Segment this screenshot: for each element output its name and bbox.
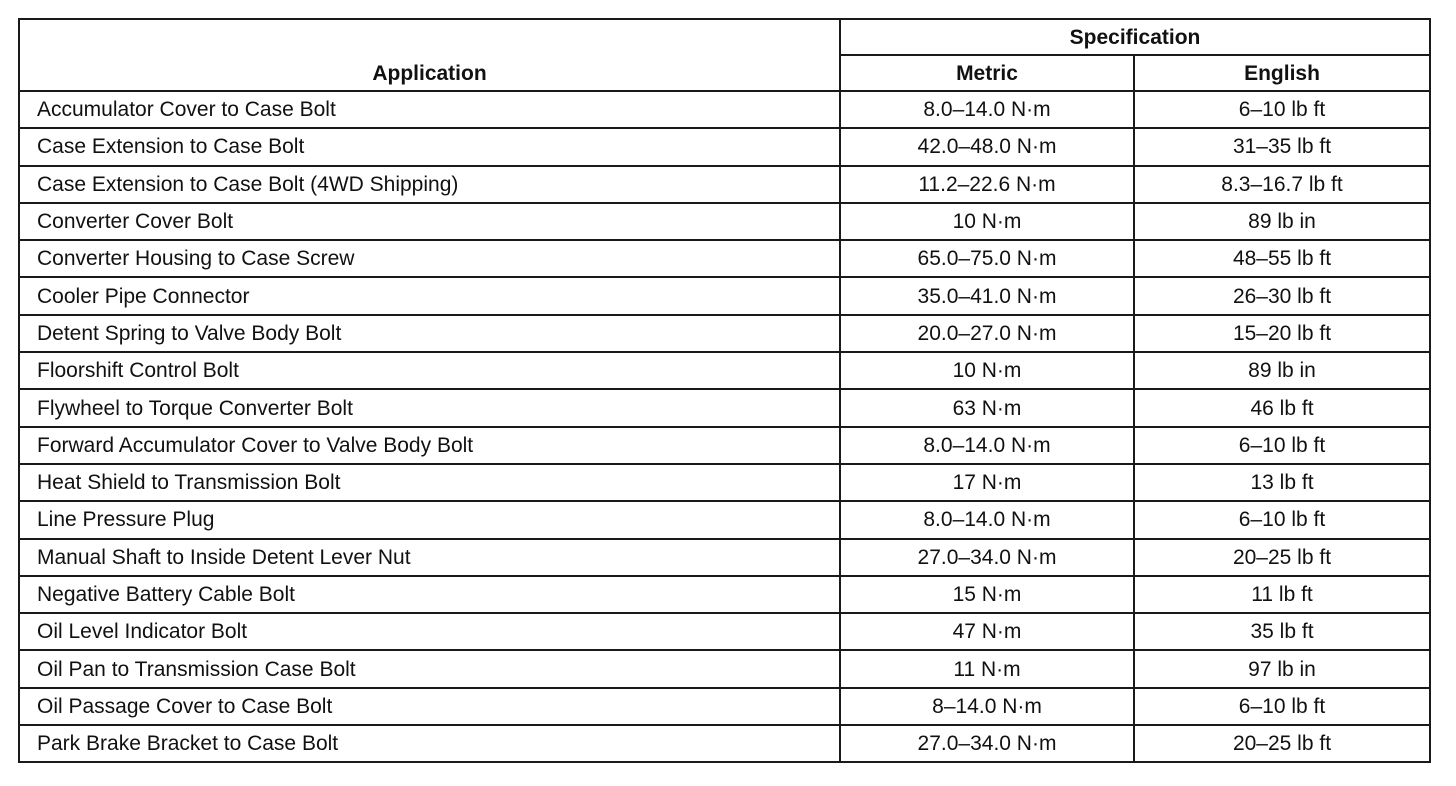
english-value-cell: 6–10 lb ft [1134,427,1430,464]
application-cell: Negative Battery Cable Bolt [19,576,840,613]
application-cell: Accumulator Cover to Case Bolt [19,91,840,128]
application-cell: Case Extension to Case Bolt [19,128,840,165]
table-row [19,166,1430,203]
table-row [19,277,1430,314]
english-value-cell: 15–20 lb ft [1134,315,1430,352]
table-row [19,240,1430,277]
application-column-header: Application [19,19,840,91]
english-value-cell: 6–10 lb ft [1134,501,1430,538]
table-row [19,613,1430,650]
application-cell: Park Brake Bracket to Case Bolt [19,725,840,762]
table-row [19,576,1430,613]
metric-value-cell: 11 N·m [840,650,1134,687]
application-cell: Oil Level Indicator Bolt [19,613,840,650]
specification-column-header: Specification [840,19,1430,55]
application-cell: Detent Spring to Valve Body Bolt [19,315,840,352]
english-value-cell: 97 lb in [1134,650,1430,687]
metric-value-cell: 17 N·m [840,464,1134,501]
metric-value-cell: 42.0–48.0 N·m [840,128,1134,165]
english-value-cell: 89 lb in [1134,352,1430,389]
application-cell: Forward Accumulator Cover to Valve Body Bolt [19,427,840,464]
metric-value-cell: 8–14.0 N·m [840,688,1134,725]
table-row [19,91,1430,128]
english-value-cell: 46 lb ft [1134,389,1430,426]
english-value-cell: 6–10 lb ft [1134,688,1430,725]
table-row [19,389,1430,426]
application-cell: Floorshift Control Bolt [19,352,840,389]
application-cell: Case Extension to Case Bolt (4WD Shipping) [19,166,840,203]
table-row [19,464,1430,501]
english-value-cell: 11 lb ft [1134,576,1430,613]
metric-value-cell: 20.0–27.0 N·m [840,315,1134,352]
metric-value-cell: 8.0–14.0 N·m [840,501,1134,538]
metric-column-header: Metric [840,55,1134,91]
table-row [19,650,1430,687]
table-row [19,315,1430,352]
application-cell: Oil Passage Cover to Case Bolt [19,688,840,725]
torque-specification-table [18,18,1431,763]
english-column-header: English [1134,55,1430,91]
metric-value-cell: 47 N·m [840,613,1134,650]
metric-value-cell: 65.0–75.0 N·m [840,240,1134,277]
english-value-cell: 20–25 lb ft [1134,725,1430,762]
application-cell: Manual Shaft to Inside Detent Lever Nut [19,539,840,576]
table-row [19,539,1430,576]
metric-value-cell: 27.0–34.0 N·m [840,539,1134,576]
english-value-cell: 31–35 lb ft [1134,128,1430,165]
metric-value-cell: 63 N·m [840,389,1134,426]
table-row [19,203,1430,240]
application-cell: Converter Cover Bolt [19,203,840,240]
metric-value-cell: 27.0–34.0 N·m [840,725,1134,762]
english-value-cell: 6–10 lb ft [1134,91,1430,128]
table-body [19,91,1430,762]
metric-value-cell: 15 N·m [840,576,1134,613]
metric-value-cell: 11.2–22.6 N·m [840,166,1134,203]
application-cell: Flywheel to Torque Converter Bolt [19,389,840,426]
application-cell: Line Pressure Plug [19,501,840,538]
application-cell: Heat Shield to Transmission Bolt [19,464,840,501]
metric-value-cell: 35.0–41.0 N·m [840,277,1134,314]
table-row [19,688,1430,725]
table-row [19,725,1430,762]
metric-value-cell: 8.0–14.0 N·m [840,427,1134,464]
metric-value-cell: 10 N·m [840,203,1134,240]
table-row [19,352,1430,389]
table-row [19,128,1430,165]
english-value-cell: 35 lb ft [1134,613,1430,650]
english-value-cell: 26–30 lb ft [1134,277,1430,314]
english-value-cell: 13 lb ft [1134,464,1430,501]
application-cell: Cooler Pipe Connector [19,277,840,314]
english-value-cell: 89 lb in [1134,203,1430,240]
metric-value-cell: 8.0–14.0 N·m [840,91,1134,128]
metric-value-cell: 10 N·m [840,352,1134,389]
application-cell: Converter Housing to Case Screw [19,240,840,277]
table-row [19,501,1430,538]
english-value-cell: 48–55 lb ft [1134,240,1430,277]
english-value-cell: 20–25 lb ft [1134,539,1430,576]
application-cell: Oil Pan to Transmission Case Bolt [19,650,840,687]
table-row [19,427,1430,464]
english-value-cell: 8.3–16.7 lb ft [1134,166,1430,203]
